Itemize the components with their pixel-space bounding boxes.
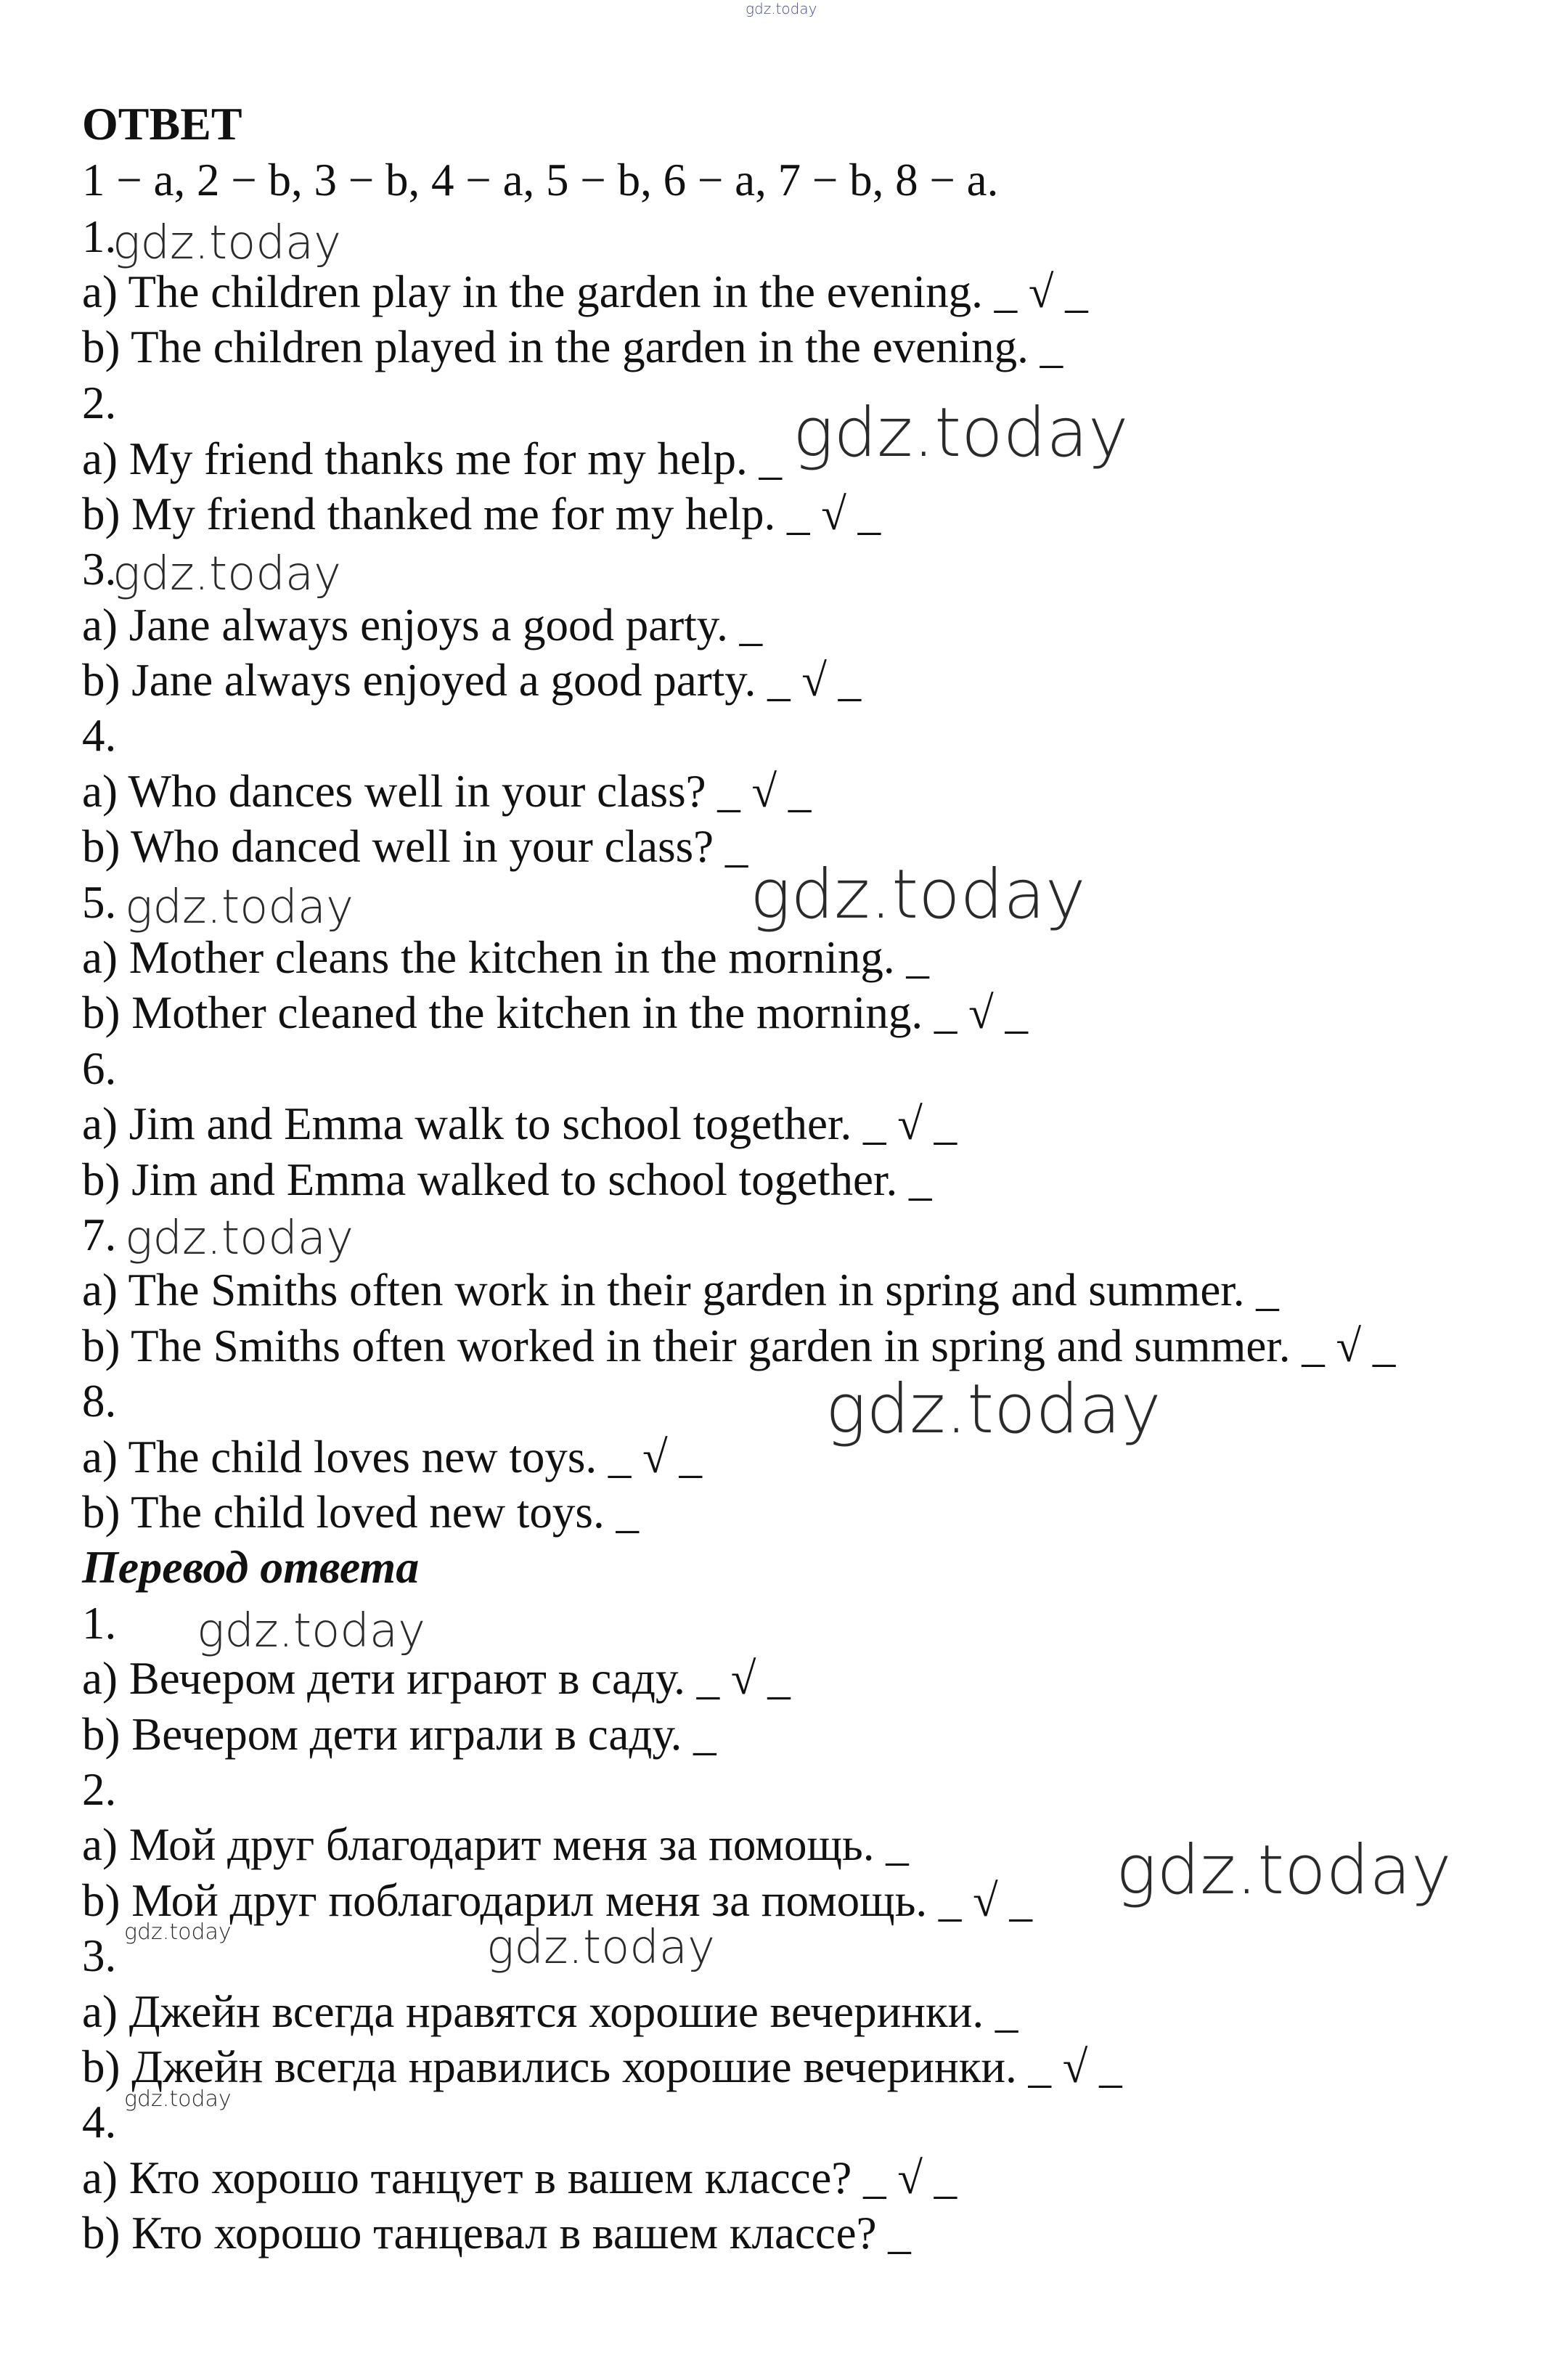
watermark: gdz.today bbox=[486, 1921, 715, 1975]
answer-key: 1 − a, 2 − b, 3 − b, 4 − a, 5 − b, 6 − a, 7 − b, 8 − a. bbox=[82, 155, 999, 205]
translation-option-a: a) Кто хорошо танцует в вашем классе? _ √ _ bbox=[82, 2152, 957, 2203]
watermark: gdz.today bbox=[825, 1370, 1161, 1449]
translation-option-b: b) Джейн всегда нравились хорошие вечеринки. _ √ _ bbox=[82, 2041, 1122, 2092]
item-option-b: b) The children played in the garden in the evening. _ bbox=[82, 322, 1063, 372]
watermark: gdz.today bbox=[746, 0, 817, 17]
page-heading: ОТВЕТ bbox=[82, 98, 242, 150]
translation-option-a: a) Вечером дети играют в саду. _ √ _ bbox=[82, 1653, 791, 1704]
item-option-b: b) My friend thanked me for my help. _ √ _ bbox=[82, 489, 881, 539]
watermark: gdz.today bbox=[113, 547, 341, 601]
item-number: 5. bbox=[82, 877, 117, 928]
translation-number: 3. bbox=[82, 1930, 117, 1981]
item-option-b: b) The child loved new toys. _ bbox=[82, 1487, 639, 1538]
watermark: gdz.today bbox=[113, 216, 341, 270]
translation-option-b: b) Вечером дети играли в саду. _ bbox=[82, 1709, 716, 1760]
item-number: 3. bbox=[82, 544, 117, 595]
watermark: gdz.today bbox=[125, 881, 354, 934]
translation-number: 2. bbox=[82, 1764, 117, 1815]
item-number: 6. bbox=[82, 1043, 117, 1094]
item-option-b: b) Jim and Emma walked to school together. _ bbox=[82, 1154, 932, 1205]
item-option-a: a) Jane always enjoys a good party. _ bbox=[82, 600, 763, 650]
item-option-a: a) My friend thanks me for my help. _ bbox=[82, 433, 783, 484]
item-option-b: b) Who danced well in your class? _ bbox=[82, 821, 748, 872]
item-number: 7. bbox=[82, 1209, 117, 1260]
watermark: gdz.today bbox=[124, 2086, 232, 2112]
translation-option-a: a) Джейн всегда нравятся хорошие вечеринки. _ bbox=[82, 1986, 1018, 2037]
watermark: gdz.today bbox=[750, 855, 1086, 934]
watermark: gdz.today bbox=[1116, 1831, 1452, 1910]
translation-heading: Перевод ответа bbox=[82, 1541, 420, 1593]
translation-option-a: a) Мой друг благодарит меня за помощь. _ bbox=[82, 1819, 909, 1870]
watermark: gdz.today bbox=[125, 1212, 354, 1265]
item-option-a: a) The child loves new toys. _ √ _ bbox=[82, 1432, 703, 1482]
item-option-a: a) The children play in the garden in the evening. _ √ _ bbox=[82, 266, 1088, 317]
translation-option-b: b) Кто хорошо танцевал в вашем классе? _ bbox=[82, 2208, 911, 2258]
translation-option-b: b) Мой друг поблагодарил меня за помощь. _ √ _ bbox=[82, 1875, 1033, 1926]
item-option-a: a) Jim and Emma walk to school together. _ √ _ bbox=[82, 1098, 957, 1149]
item-option-a: a) Who dances well in your class? _ √ _ bbox=[82, 766, 812, 817]
watermark: gdz.today bbox=[793, 393, 1129, 473]
watermark: gdz.today bbox=[197, 1604, 425, 1658]
item-option-a: a) Mother cleans the kitchen in the morning. _ bbox=[82, 932, 929, 983]
translation-number: 1. bbox=[82, 1598, 117, 1649]
translation-number: 4. bbox=[82, 2097, 117, 2147]
watermark: gdz.today bbox=[124, 1919, 232, 1945]
item-option-b: b) Jane always enjoyed a good party. _ √ _ bbox=[82, 655, 862, 706]
item-option-a: a) The Smiths often work in their garden in spring and summer. _ bbox=[82, 1265, 1279, 1315]
item-number: 8. bbox=[82, 1376, 117, 1427]
item-number: 1. bbox=[82, 211, 117, 262]
item-option-b: b) The Smiths often worked in their garden in spring and summer. _ √ _ bbox=[82, 1321, 1396, 1371]
item-number: 4. bbox=[82, 710, 117, 761]
item-number: 2. bbox=[82, 377, 117, 428]
item-option-b: b) Mother cleaned the kitchen in the morning. _ √ _ bbox=[82, 987, 1028, 1038]
